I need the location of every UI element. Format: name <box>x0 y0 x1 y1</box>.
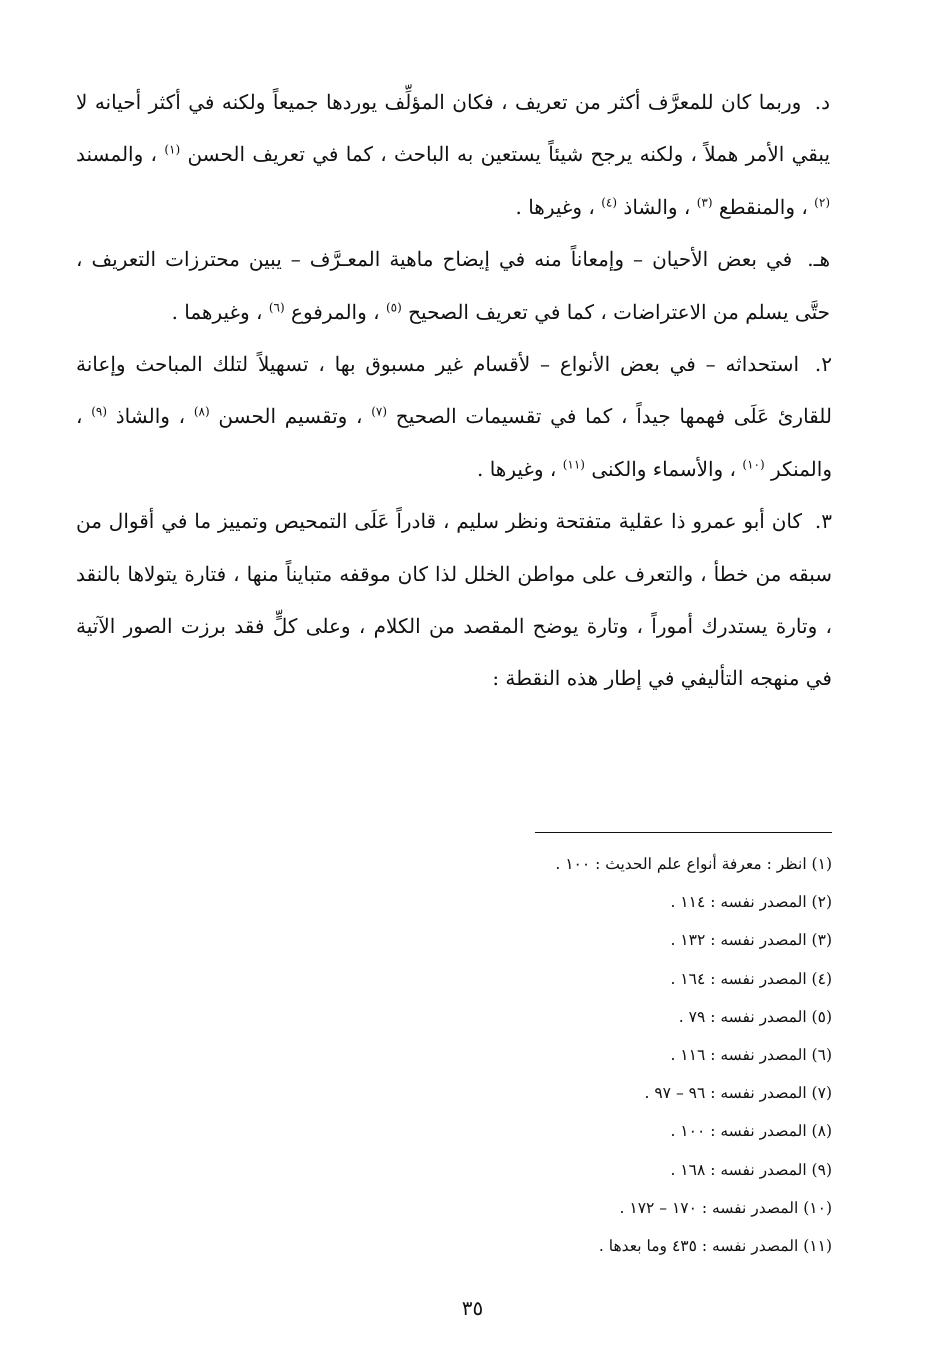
paragraph-text: ، وتقسيم الحسن <box>218 404 363 429</box>
footnote-2: (٢) المصدر نفسه : ١١٤ . <box>670 893 832 912</box>
footnote-divider <box>535 832 832 833</box>
footnote-ref[interactable]: (٦) <box>268 299 285 314</box>
footnote-4: (٤) المصدر نفسه : ١٦٤ . <box>670 969 832 988</box>
main-text <box>76 76 832 705</box>
footnote-ref[interactable]: (٢) <box>814 195 830 210</box>
footnote-ref[interactable]: (٨) <box>193 404 210 419</box>
footnote-ref[interactable]: (٩) <box>91 404 108 419</box>
paragraph-text: كان أبو عمرو ذا عقلية متفتحة ونظر سليم ، قادراً عَلَى التمحيص وتمييز ما في أقوال من سبقه من خطأ ، والتعرف على مواطن الخلل لذا كان موقفه متبايناً منها ، فتارة يتولاها بالنقد ، وتارة يستدرك أموراً ، وتارة يوضح المقصد من الكلام ، وعلى كلٍّ فقد برزت الصور الآتية في منهجه التأليفي في إطار هذه النقطة : <box>76 509 832 691</box>
paragraph-text: ، والشاذ <box>115 404 186 429</box>
paragraph-item-2 <box>76 338 832 495</box>
footnote-ref[interactable]: (٤) <box>601 195 618 210</box>
paragraph-item-h <box>76 233 832 338</box>
paragraph-text: ، وغيرهما . <box>171 299 263 324</box>
footnote-6: (٦) المصدر نفسه : ١١٦ . <box>670 1046 832 1065</box>
paragraph-text: ، والمنكر <box>76 404 832 481</box>
footnote-ref[interactable]: (٥) <box>385 299 402 314</box>
paragraph-text: ، والمرفوع <box>291 299 380 324</box>
item-marker: ٢. <box>814 352 832 377</box>
footnote-10: (١٠) المصدر نفسه : ١٧٠ – ١٧٢ . <box>619 1198 832 1217</box>
footnote-3: (٣) المصدر نفسه : ١٣٢ . <box>670 931 832 950</box>
footnote-8: (٨) المصدر نفسه : ١٠٠ . <box>670 1122 832 1141</box>
footnote-ref[interactable]: (٣) <box>696 195 713 210</box>
footnote-ref[interactable]: (١٠) <box>742 457 765 472</box>
paragraph-text: وربما كان للمعرَّف أكثر من تعريف ، فكان المؤلِّف يوردها جميعاً ولكنه في أكثر أحيانه لا يبقي الأمر هملاً ، ولكنه يرجح شيئاً يستعين به الباحث ، كما في تعريف الحسن <box>76 90 831 167</box>
item-marker: ٣. <box>814 509 832 534</box>
paragraph-text: ، وغيرها . <box>477 456 557 481</box>
item-marker: هـ. <box>807 247 831 272</box>
paragraph-item-d <box>76 76 832 233</box>
footnote-ref[interactable]: (١١) <box>562 457 585 472</box>
item-marker: د. <box>814 90 831 114</box>
footnote-9: (٩) المصدر نفسه : ١٦٨ . <box>670 1160 832 1179</box>
footnote-11: (١١) المصدر نفسه : ٤٣٥ وما بعدها . <box>598 1237 832 1256</box>
paragraph-text: في بعض الأحيان – وإمعاناً منه في إيضاح ماهية المعـرَّف – يبين محترزات التعريف ، حتَّى يسلم من الاعتراضات ، كما في تعريف الصحيح <box>76 247 830 324</box>
footnote-ref[interactable]: (٧) <box>371 404 388 419</box>
paragraph-item-3 <box>76 495 832 705</box>
paragraph-text: ، والمنقطع <box>718 194 808 219</box>
footnote-1: (١) انظر : معرفة أنواع علم الحديث : ١٠٠ . <box>555 855 832 873</box>
page-number: ٣٥ <box>461 1296 484 1320</box>
paragraph-text: استحداثه – في بعض الأنواع – لأقسام غير مسبوق بها ، تسهيلاً لتلك المباحث وإعانة للقارئ عَلَى فهمها جيداً ، كما في تقسيمات الصحيح <box>76 352 832 429</box>
paragraph-text: ، وغيرها . <box>515 194 595 219</box>
footnotes <box>400 845 832 1265</box>
paragraph-text: ، والشاذ <box>623 194 691 219</box>
footnote-5: (٥) المصدر نفسه : ٧٩ . <box>678 1007 832 1026</box>
footnote-7: (٧) المصدر نفسه : ٩٦ – ٩٧ . <box>644 1084 832 1103</box>
paragraph-text: ، والمسند <box>76 142 157 167</box>
paragraph-text: ، والأسماء والكنى <box>591 456 737 481</box>
footnote-ref[interactable]: (١) <box>164 142 181 157</box>
